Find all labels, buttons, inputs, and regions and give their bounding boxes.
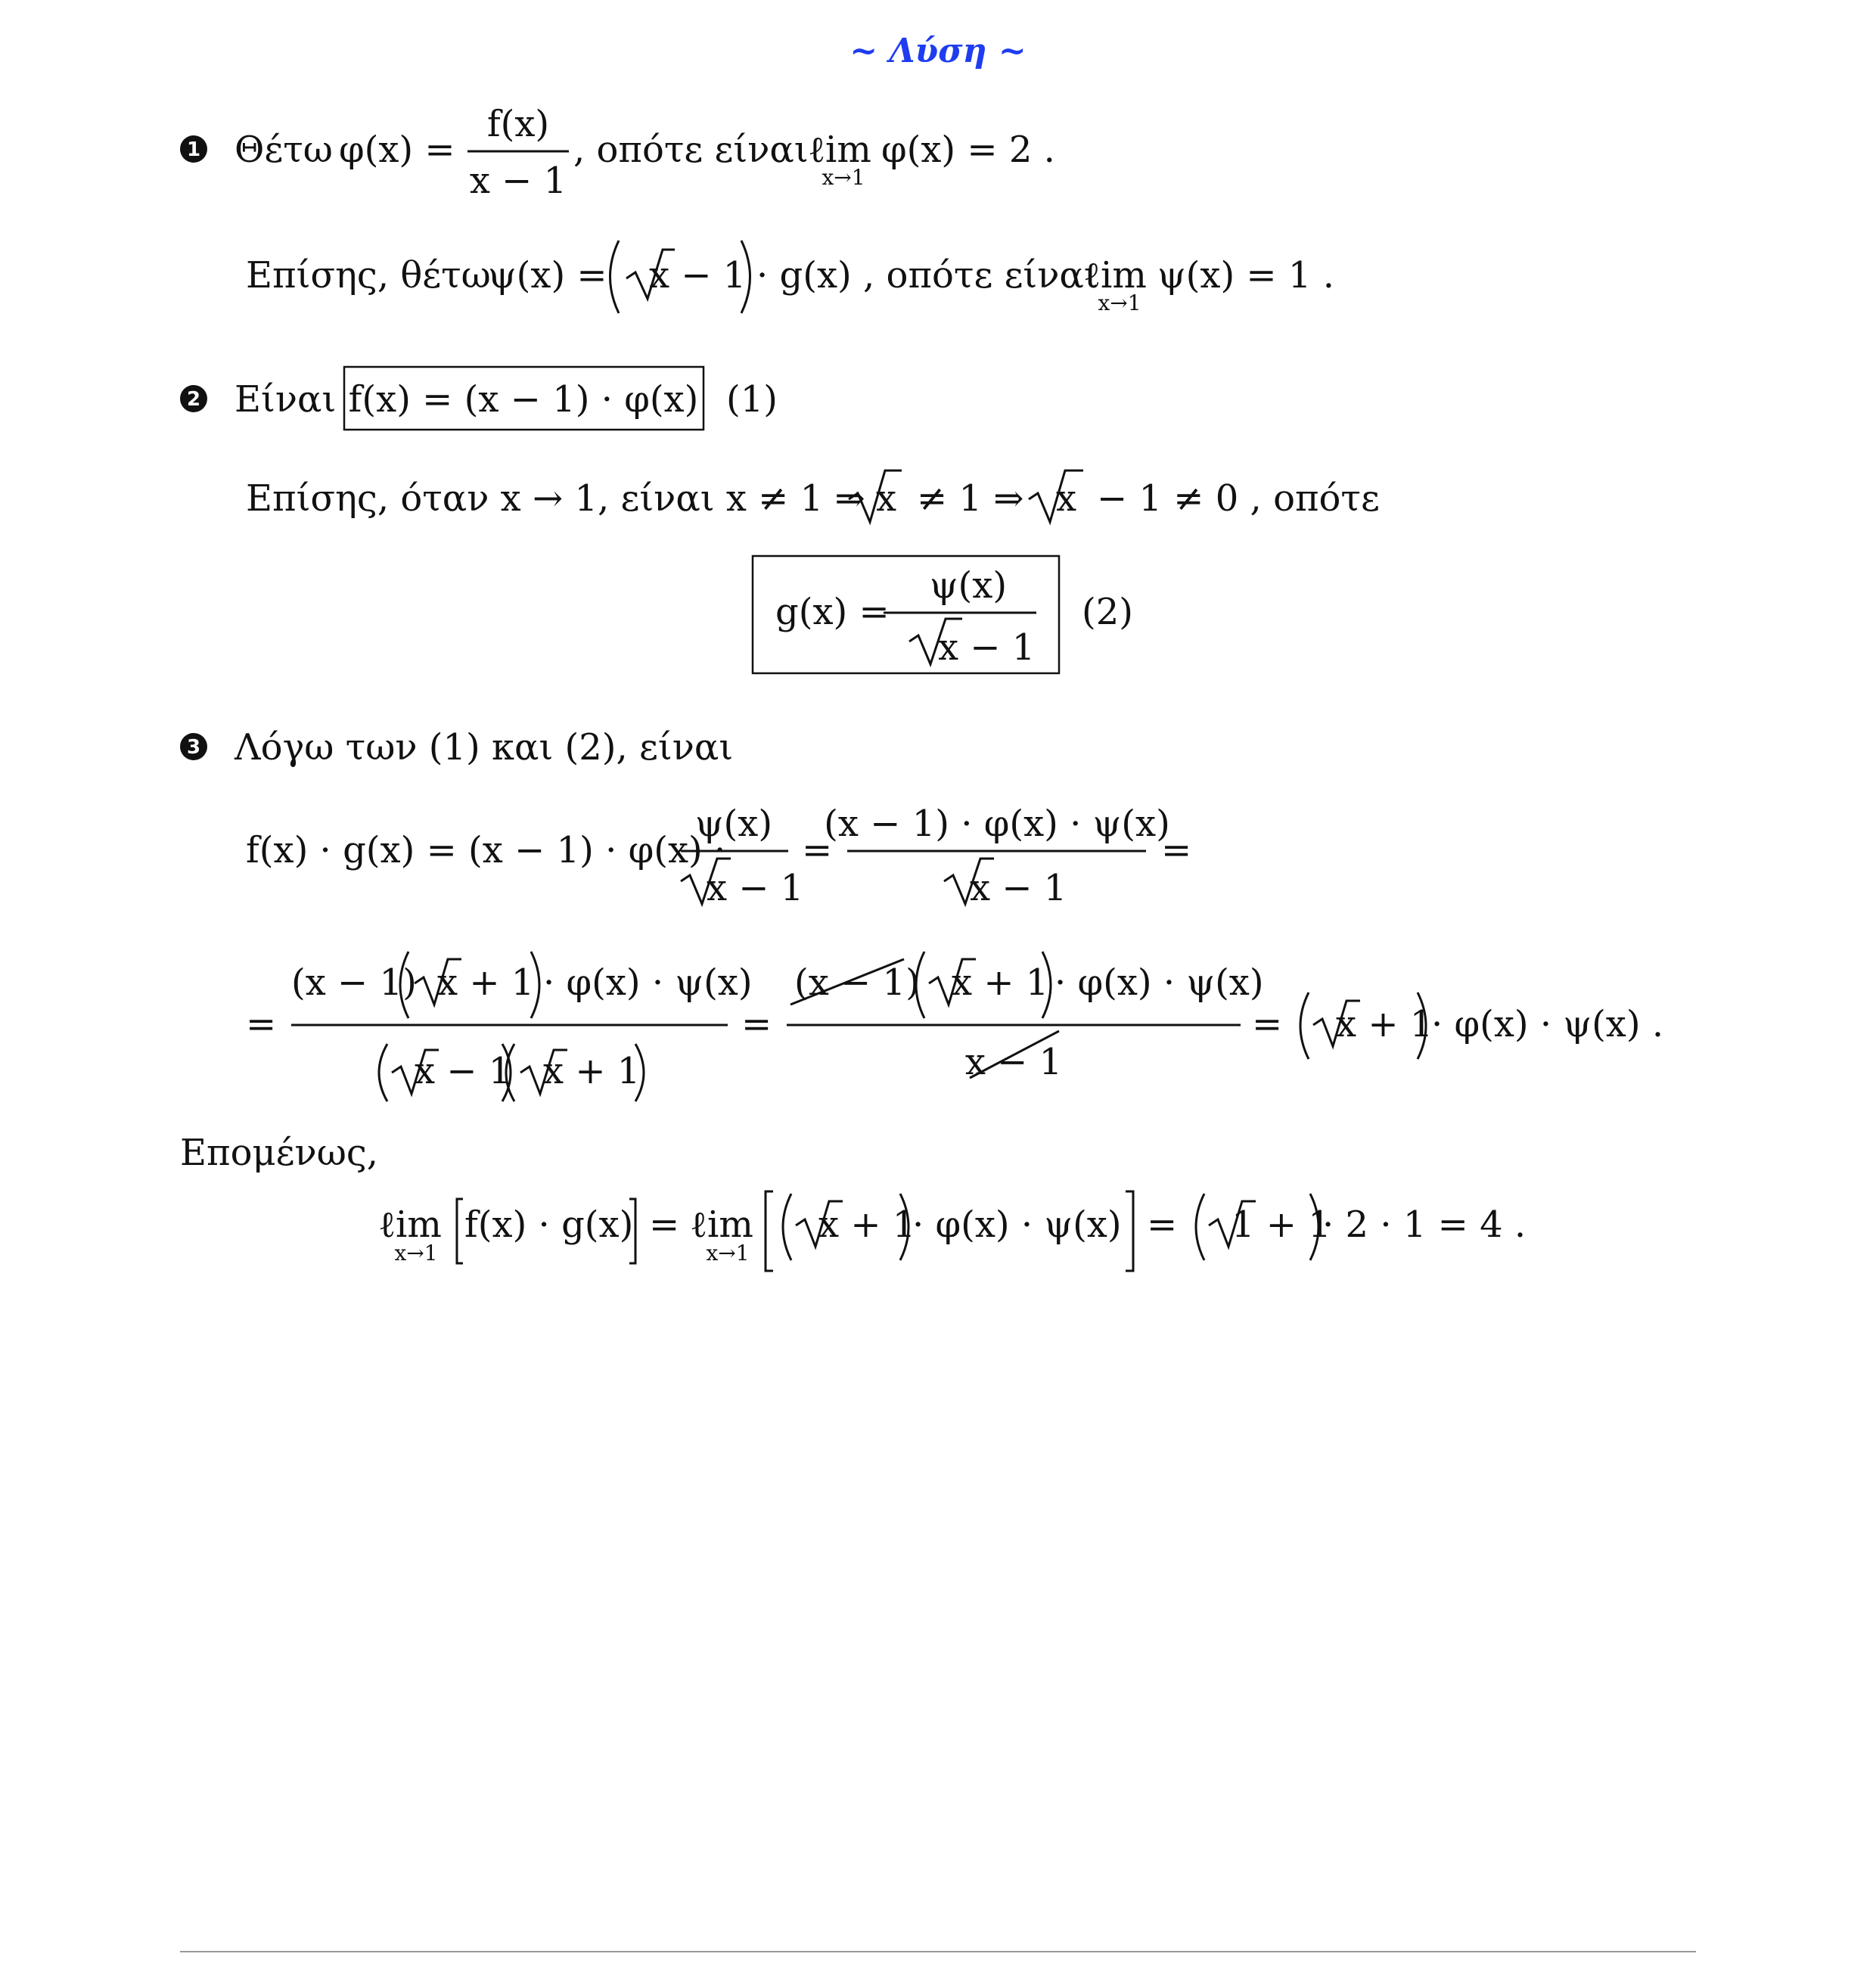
lim-label-3: ℓim [378, 1204, 442, 1246]
lim-subscript-3: x→1 [394, 1241, 438, 1266]
phi-denominator: x − 1 [469, 160, 567, 202]
product-lhs: f(x) · g(x) = (x − 1) · φ(x) · [246, 829, 726, 871]
paren-l-f [783, 1194, 791, 1260]
frac4-denominator: x − 1 [964, 1041, 1063, 1083]
frac1-numerator: ψ(x) [694, 803, 773, 845]
epomenos-label: Επομένως, [180, 1132, 379, 1174]
lim-subscript: x→1 [822, 165, 865, 190]
sqrt-x-minus-one: x − 1 [649, 254, 747, 297]
equals-2: = [1161, 829, 1192, 871]
logo-ton-intro: Λόγω των (1) και (2), είναι [234, 726, 734, 769]
minus-one-neq-zero: − 1 ≠ 0 , οπότε [1097, 477, 1380, 520]
bullet-3-number: 3 [186, 736, 201, 759]
einai-label: Είναι [234, 378, 337, 421]
lim-subscript-2: x→1 [1098, 290, 1141, 315]
sqrt-x-a: x [876, 477, 897, 520]
bullet-2-number: 2 [186, 388, 201, 411]
frac4-num-a: (x − 1) [794, 961, 920, 1004]
frac1-denominator: x − 1 [707, 867, 804, 909]
equals-3: = [246, 1003, 277, 1045]
bracket-content: f(x) · g(x) [464, 1204, 634, 1246]
bracket-r-2 [1126, 1191, 1133, 1271]
paren-l-e [1300, 992, 1309, 1059]
bracket-l-1 [457, 1199, 463, 1263]
frac2-numerator: (x − 1) · φ(x) · ψ(x) [824, 803, 1170, 845]
phi-definition: φ(x) = [339, 129, 455, 171]
equals-1: = [802, 829, 833, 871]
frac4-num-b: x + 1 [952, 961, 1049, 1004]
inner-a: x + 1 [818, 1204, 916, 1246]
sqrt-x-b: x [1056, 477, 1077, 520]
equals-6: = [649, 1204, 680, 1246]
bracket-l-2 [766, 1191, 773, 1271]
equals-4: = [741, 1003, 772, 1045]
opote-text: , οπότε είναι [573, 129, 809, 171]
bullet-1-number: 1 [186, 138, 201, 161]
step-1b [246, 241, 1334, 315]
left-paren [610, 241, 620, 313]
episis-otan-line: Επίσης, όταν x → 1, είναι x ≠ 1 ⇒ [246, 477, 865, 520]
lim-label: ℓim [808, 129, 871, 171]
page-title: ~ Λύση ~ [849, 32, 1027, 70]
times-g-opote: · g(x) , οπότε είναι [756, 254, 1098, 297]
result-b: · φ(x) · ψ(x) . [1431, 1003, 1664, 1045]
episis-theto: Επίσης, θέτω [246, 254, 491, 297]
g-numerator: ψ(x) [929, 564, 1008, 607]
step-1 [180, 103, 1055, 202]
final-b: · 2 · 1 = 4 . [1322, 1204, 1527, 1246]
equals-7: = [1147, 1204, 1178, 1246]
frac3-den-a: x − 1 [415, 1050, 512, 1092]
f-equals-expression: f(x) = (x − 1) · φ(x) [348, 378, 699, 421]
lim-subscript-4: x→1 [706, 1241, 750, 1266]
conclusion [180, 1132, 1526, 1271]
frac4-num-c: · φ(x) · ψ(x) [1054, 961, 1264, 1004]
frac3-num-c: · φ(x) · ψ(x) [543, 961, 753, 1004]
frac3-num-b: x + 1 [437, 961, 535, 1004]
g-denominator: x − 1 [938, 626, 1036, 669]
paren-l-g [1196, 1194, 1204, 1260]
frac3-den-b: x + 1 [543, 1050, 641, 1092]
psi-definition: ψ(x) = [488, 254, 607, 297]
result-a: x + 1 [1336, 1003, 1433, 1045]
neq-implies: ≠ 1 ⇒ [917, 477, 1024, 520]
paren-l-b [379, 1044, 387, 1101]
lim-label-2: ℓim [1083, 254, 1147, 297]
step-3 [180, 726, 1663, 1101]
step-2 [180, 367, 1380, 673]
final-a: 1 + 1 [1232, 1204, 1331, 1246]
phi-numerator: f(x) [486, 103, 550, 145]
inner-b: · φ(x) · ψ(x) [912, 1204, 1122, 1246]
theto-label: Θέτω [234, 129, 333, 171]
frac2-denominator: x − 1 [970, 867, 1067, 909]
frac3-num-a: (x − 1) [291, 961, 417, 1004]
equals-5: = [1252, 1003, 1283, 1045]
g-lhs: g(x) = [775, 591, 890, 633]
equation-tag-2: (2) [1082, 591, 1133, 633]
lim-label-4: ℓim [690, 1204, 753, 1246]
psi-limit-result: ψ(x) = 1 . [1157, 254, 1334, 297]
phi-limit-result: φ(x) = 2 . [881, 129, 1055, 171]
equation-tag-1: (1) [726, 378, 778, 421]
